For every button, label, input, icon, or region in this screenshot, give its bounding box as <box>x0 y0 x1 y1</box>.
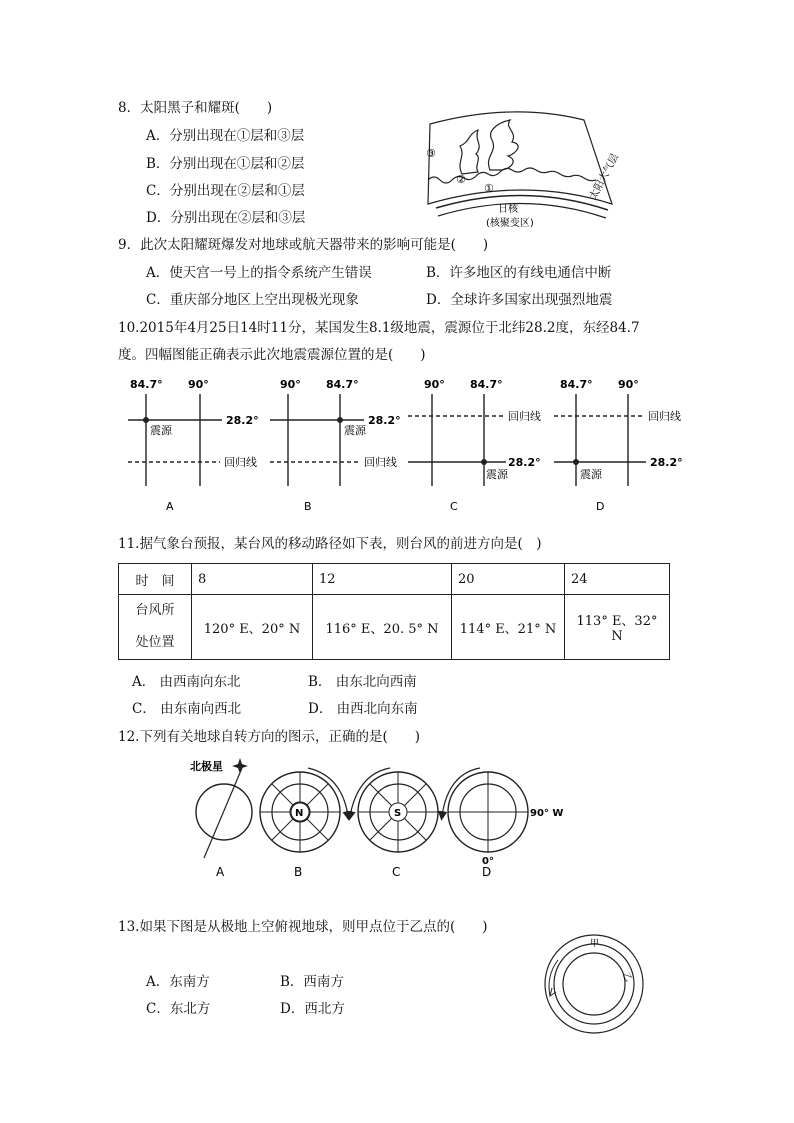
table-cell: 8 <box>192 564 313 595</box>
figure-c-tropic: 回归线 <box>508 410 541 423</box>
figure-d <box>554 378 683 513</box>
core-arc <box>438 203 606 218</box>
table-header-position <box>119 595 192 660</box>
layer1-label: ① <box>484 182 494 195</box>
typhoon-path-table <box>118 563 670 660</box>
q13-option-b: B．西南方 <box>280 974 344 990</box>
figure-d-tropic: 回归线 <box>648 410 681 423</box>
figure-b <box>270 378 401 513</box>
figure-d-lat: 28.2° <box>650 456 683 469</box>
q9-option-d: D．全球许多国家出现强烈地震 <box>426 292 613 308</box>
point-jia-label: 甲 <box>590 939 600 949</box>
q13-option-c: C．东北方 <box>146 1001 211 1017</box>
layer1-arc <box>436 195 608 210</box>
polaris-label: 北极星 <box>190 760 223 773</box>
figure-a-label: A <box>216 865 225 879</box>
q9-stem: 9．此次太阳耀斑爆发对地球或航天器带来的影响可能是( ) <box>118 237 489 253</box>
q9-option-a: A．使天宫一号上的指令系统产生错误 <box>146 265 372 281</box>
q8-option-d: D．分别出现在②层和③层 <box>146 210 306 226</box>
figure-a <box>128 378 259 513</box>
q8-option-b: B．分别出现在①层和②层 <box>146 156 305 172</box>
figure-b-lon-left: 90° <box>280 378 301 391</box>
table-cell: 24 <box>565 564 670 595</box>
q13-option-d: D．西北方 <box>280 1001 345 1017</box>
figure-a <box>190 758 252 879</box>
figure-b-lon-right: 84.7° <box>326 378 359 391</box>
figure-b-epicenter: 震源 <box>344 424 366 437</box>
q9-option-c: C．重庆部分地区上空出现极光现象 <box>146 292 359 308</box>
figure-b <box>260 768 348 879</box>
sun-structure-figure <box>412 106 627 232</box>
figure-c-lon-left: 90° <box>424 378 445 391</box>
point-yi-label: 乙 <box>619 971 634 984</box>
q11-option-d: D． 由西北向东南 <box>308 701 418 717</box>
figure-c-lon-right: 84.7° <box>470 378 503 391</box>
table-row <box>119 564 670 595</box>
q10-stem-line2: 度。四幅图能正确表示此次地震震源位置的是( ) <box>118 347 426 363</box>
figure-b-lat: 28.2° <box>368 414 401 427</box>
figure-c-epicenter: 震源 <box>486 468 508 481</box>
layer3-label: ③ <box>426 147 436 160</box>
table-cell: 12 <box>313 564 452 595</box>
earth-rotation-figures <box>190 754 570 886</box>
table-cell: 120° E、20° N <box>192 595 313 660</box>
table-row <box>119 595 670 660</box>
figure-c-lat: 28.2° <box>508 456 541 469</box>
figure-d <box>442 768 563 879</box>
figure-a-lon-left: 84.7° <box>130 378 163 391</box>
zero-meridian-label: 0° <box>482 856 494 867</box>
figure-a-tropic: 回归线 <box>224 456 257 469</box>
figure-b-label: B <box>294 865 303 879</box>
layer2-label: ② <box>456 173 466 186</box>
figure-a-lon-right: 90° <box>188 378 209 391</box>
polar-view-figure <box>540 932 650 1036</box>
q11-option-c: C． 由东南向西北 <box>132 701 242 717</box>
q8-option-c: C．分别出现在②层和①层 <box>146 183 305 199</box>
figure-b-label: B <box>304 500 312 513</box>
table-cell: 113° E、32° N <box>565 595 670 660</box>
table-cell: 116° E、20. 5° N <box>313 595 452 660</box>
north-pole-label: N <box>295 808 304 819</box>
figure-c-label: C <box>450 500 458 513</box>
q11-stem: 11.据气象台预报，某台风的移动路径如下表，则台风的前进方向是( ) <box>118 536 542 552</box>
figure-b-tropic: 回归线 <box>364 456 397 469</box>
q13-stem: 13.如果下图是从极地上空俯视地球，则甲点位于乙点的( ) <box>118 919 488 935</box>
figure-a-epicenter: 震源 <box>150 424 172 437</box>
figure-c-label: C <box>392 865 401 879</box>
position-label-line2: 处位置 <box>135 635 175 650</box>
q13-option-a: A．东南方 <box>146 974 210 990</box>
table-cell: 114° E、21° N <box>452 595 565 660</box>
q9-option-b: B．许多地区的有线电通信中断 <box>426 265 612 281</box>
prominence-right <box>488 120 518 170</box>
figure-c <box>350 768 438 879</box>
atmosphere-label: 太阳大气层 <box>587 152 622 202</box>
figure-d-epicenter: 震源 <box>580 468 602 481</box>
core-label: 日核 <box>498 204 518 215</box>
figure-d-label: D <box>596 500 605 513</box>
figure-c <box>408 378 541 513</box>
q11-option-a: A． 由西南向东北 <box>132 674 241 690</box>
figure-a-label: A <box>166 500 174 513</box>
epicenter-grid-figures <box>120 376 700 514</box>
q8-stem: 8．太阳黑子和耀斑( ) <box>118 100 273 116</box>
core-sub-label: (核聚变区) <box>486 218 534 229</box>
layer2-line <box>428 168 596 183</box>
table-header-time: 时 间 <box>119 564 192 595</box>
q8-option-a: A．分别出现在①层和③层 <box>146 128 305 144</box>
south-pole-label: S <box>394 808 402 819</box>
table-cell: 20 <box>452 564 565 595</box>
q12-stem: 12.下列有关地球自转方向的图示，正确的是( ) <box>118 729 421 745</box>
meridian-label: 90° W <box>530 808 564 819</box>
q11-option-b: B． 由东北向西南 <box>308 674 417 690</box>
q10-stem-line1: 10.2015年4月25日14时11分，某国发生8.1级地震，震源位于北纬28.2度，东经84.7 <box>118 320 640 336</box>
figure-d-lon-right: 90° <box>618 378 639 391</box>
prominence-left <box>460 130 479 174</box>
figure-d-lon-left: 84.7° <box>560 378 593 391</box>
figure-d-label: D <box>482 865 492 879</box>
figure-a-lat: 28.2° <box>226 414 259 427</box>
position-label-line1: 台风所 <box>135 603 175 618</box>
